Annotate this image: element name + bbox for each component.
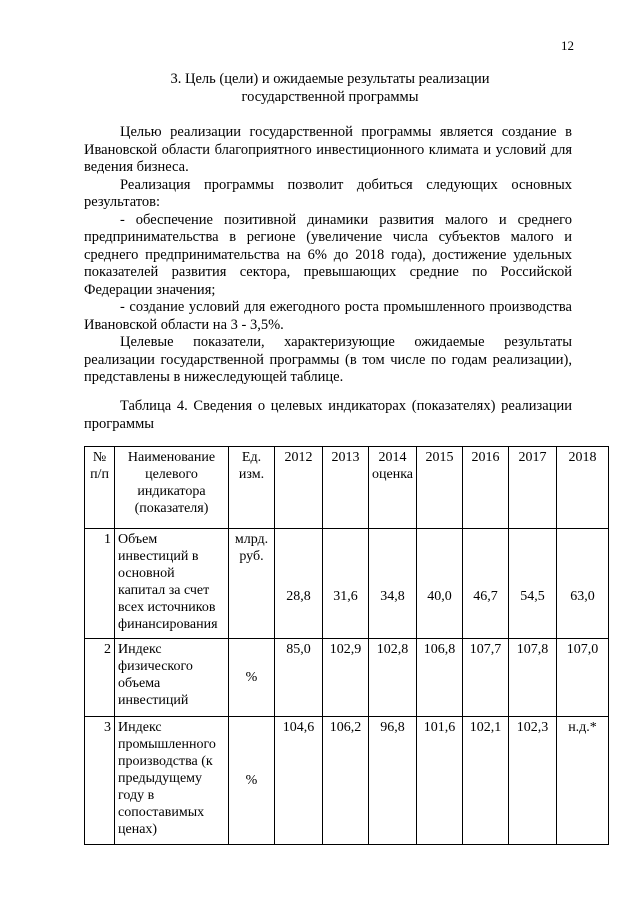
heading-line-2: государственной программы	[241, 89, 419, 105]
value-2013: 102,9	[323, 639, 369, 717]
value-2016: 107,7	[463, 639, 509, 717]
value-2017: 102,3	[509, 717, 557, 845]
body-text	[84, 124, 572, 387]
indicator-name: Объем инвестиций в основной капитал за счет всех источников финансирования	[115, 529, 229, 639]
value-2015: 101,6	[417, 717, 463, 845]
indicator-unit: %	[229, 639, 275, 717]
paragraph: Реализация программы позволит добиться следующих основных результатов:	[84, 176, 572, 210]
value-2012: 104,6	[275, 717, 323, 845]
row-number: 2	[85, 639, 115, 717]
table-row	[85, 639, 609, 717]
indicator-name: Индекс физического объема инвестиций	[115, 639, 229, 717]
value-2014: 96,8	[369, 717, 417, 845]
value-2014: 102,8	[369, 639, 417, 717]
header-num: № п/п	[85, 447, 115, 529]
header-unit: Ед. изм.	[229, 447, 275, 529]
row-number: 3	[85, 717, 115, 845]
header-year-2013: 2013	[323, 447, 369, 529]
indicator-unit: %	[229, 717, 275, 845]
value-2016: 102,1	[463, 717, 509, 845]
indicator-unit: млрд. руб.	[229, 529, 275, 639]
indicators-table	[84, 446, 609, 845]
value-2016: 46,7	[463, 529, 509, 639]
header-year-2018: 2018	[557, 447, 609, 529]
value-2013: 106,2	[323, 717, 369, 845]
value-2017: 107,8	[509, 639, 557, 717]
header-year-2017: 2017	[509, 447, 557, 529]
indicator-name: Индекс промышленного производства (к предыдущему году в сопоставимых ценах)	[115, 717, 229, 845]
paragraph: - создание условий для ежегодного роста промышленного производства Ивановской области на 3 - 3,5%.	[84, 299, 572, 333]
section-heading	[90, 70, 570, 106]
table-row	[85, 717, 609, 845]
heading-line-1: 3. Цель (цели) и ожидаемые результаты реализации	[170, 71, 490, 87]
value-2012: 28,8	[275, 529, 323, 639]
header-year-2012: 2012	[275, 447, 323, 529]
paragraph: - обеспечение позитивной динамики развития малого и среднего предпринимательства в регионе (увеличение числа субъектов малого и среднего предпринимательства на 6% до 2018 года), достижение удельных показателей развития сектора, превышающих средние по Российской Федерации значения;	[84, 211, 572, 298]
header-year-2014: 2014 оценка	[369, 447, 417, 529]
value-2015: 40,0	[417, 529, 463, 639]
table-caption: Таблица 4. Сведения о целевых индикаторах (показателях) реализации программы	[84, 398, 572, 432]
paragraph: Целью реализации государственной программы является создание в Ивановской области благоприятного инвестиционного климата и условий для ведения бизнеса.	[84, 124, 572, 175]
value-2017: 54,5	[509, 529, 557, 639]
value-2018: н.д.*	[557, 717, 609, 845]
row-number: 1	[85, 529, 115, 639]
paragraph: Целевые показатели, характеризующие ожидаемые результаты реализации государственной программы (в том числе по годам реализации), представлены в нижеследующей таблице.	[84, 334, 572, 385]
header-name: Наименование целевого индикатора (показателя)	[115, 447, 229, 529]
value-2018: 63,0	[557, 529, 609, 639]
value-2013: 31,6	[323, 529, 369, 639]
table-header-row	[85, 447, 609, 529]
header-year-2015: 2015	[417, 447, 463, 529]
table-row	[85, 529, 609, 639]
value-2015: 106,8	[417, 639, 463, 717]
page-number: 12	[561, 38, 574, 53]
value-2018: 107,0	[557, 639, 609, 717]
value-2012: 85,0	[275, 639, 323, 717]
value-2014: 34,8	[369, 529, 417, 639]
header-year-2016: 2016	[463, 447, 509, 529]
